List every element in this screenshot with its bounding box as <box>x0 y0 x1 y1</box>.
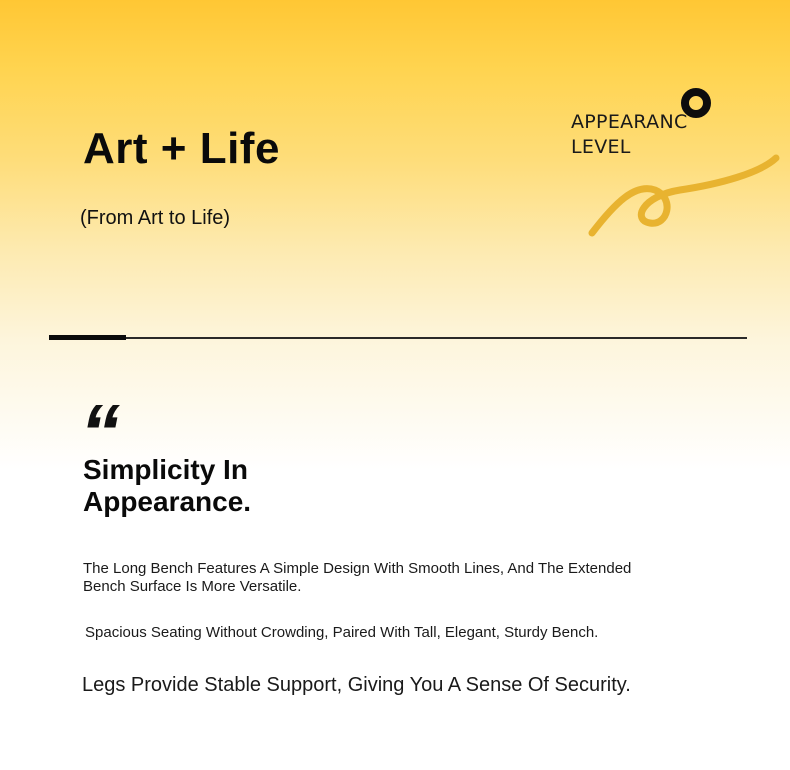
quote-icon: “ <box>80 388 120 477</box>
section-divider-accent <box>49 335 126 340</box>
description-paragraph-2: Spacious Seating Without Crowding, Paired With Tall, Elegant, Sturdy Bench. <box>85 624 599 641</box>
ring-icon <box>681 88 711 118</box>
squiggle-decoration <box>580 148 785 243</box>
appearance-level-label: APPEARANC LEVEL <box>571 111 688 158</box>
section-divider <box>49 337 747 339</box>
page-subtitle: (From Art to Life) <box>80 207 231 229</box>
page-title: Art + Life <box>83 124 280 173</box>
description-paragraph-1: The Long Bench Features A Simple Design With Smooth Lines, And The Extended Bench Surface Is More Versatile. <box>83 560 632 595</box>
description-paragraph-3: Legs Provide Stable Support, Giving You A Sense Of Security. <box>82 674 631 696</box>
section-heading: Simplicity In Appearance. <box>83 454 252 517</box>
